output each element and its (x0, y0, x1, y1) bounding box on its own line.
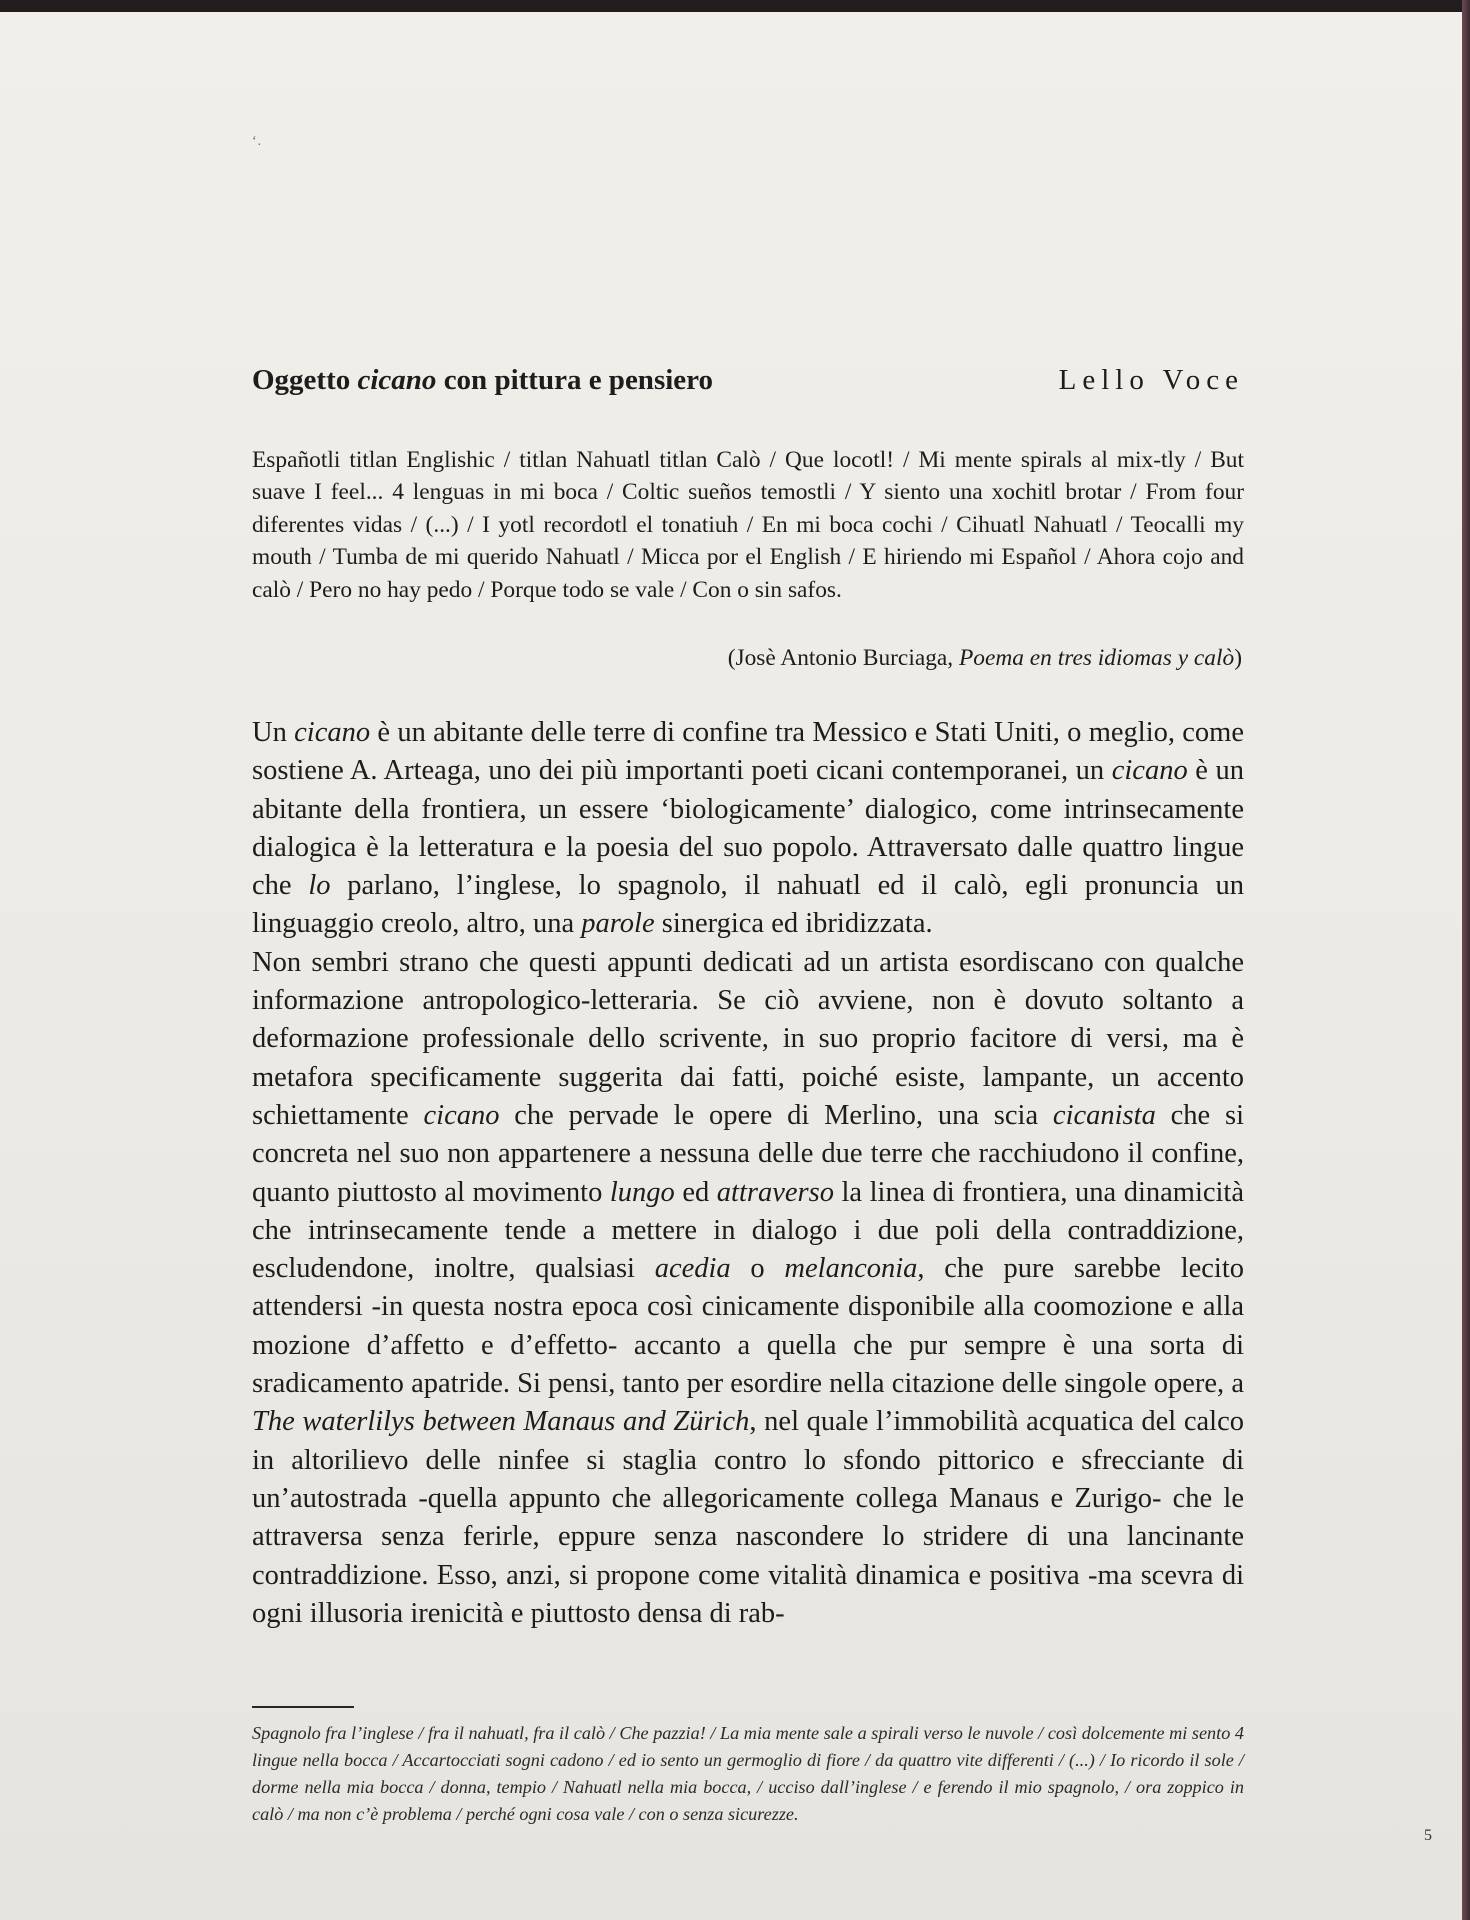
text-run: è un abitante della frontiera, un essere ‘biologicamente’ dialogico, come intrinsecamente dialogica è la letteratura e la poesia del suo popolo. Attraversato dalle quattro lingue che (252, 755, 1245, 902)
paragraph-2 (252, 944, 1244, 1633)
paragraph-1 (252, 714, 1244, 944)
text-run: la linea di frontiera, una dinamicità che intrinsecamente tende a mettere in dialogo i due poli della contraddizione, escludendone, inoltre, qualsiasi (252, 1176, 1244, 1285)
attribution-close: ) (1234, 645, 1242, 671)
article-header (252, 364, 1244, 408)
text-run-italic: melanconia (784, 1253, 918, 1285)
text-run-italic: attraverso (716, 1176, 834, 1208)
text-run-italic: The waterlilys between Manaus and Zürich (252, 1406, 750, 1438)
text-run: o (730, 1253, 785, 1285)
text-run-italic: cicanista (1052, 1099, 1156, 1131)
text-run-italic: cicano (1111, 755, 1188, 787)
text-run-italic: parole (581, 908, 655, 940)
text-run: parlano, l’inglese, lo spagnolo, il nahuatl ed il calò, egli pronuncia un linguaggio creolo, altro, una (252, 870, 1244, 940)
text-run-italic: cicano (423, 1099, 500, 1131)
footnote-divider (252, 1706, 354, 1708)
text-run: ed (674, 1176, 717, 1208)
book-page (0, 12, 1462, 1920)
scan-right-border (1462, 0, 1470, 1920)
title-italic: cicano (357, 364, 437, 396)
epigraph-attribution (728, 645, 1242, 672)
text-run-italic: lo (308, 870, 331, 902)
scan-top-border (0, 0, 1470, 12)
text-run: che si concreta nel suo non appartenere a nessuna delle due terre che racchiudono il confine, quanto piuttosto al movimento (252, 1099, 1245, 1208)
title-part: con pittura e pensiero (436, 364, 713, 396)
article-body (252, 714, 1244, 1633)
text-run-italic: acedia (654, 1253, 731, 1285)
text-run: Non sembri strano che questi appunti dedicati ad un artista esordiscano con qualche informazione antropologico-letteraria. Se ciò avviene, non è dovuto soltanto a deformazione professionale dello scrivente, in suo proprio facitore di versi, ma è metafora specificamente suggerita dai fatti, poiché esiste, lampante, un accento schiettamente (252, 946, 1244, 1131)
text-run-italic: lungo (609, 1176, 675, 1208)
text-run: è un abitante delle terre di confine tra Messico e Stati Uniti, o meglio, come sostiene A. Arteaga, uno dei più importanti poeti cicani contemporanei, un (252, 717, 1244, 787)
article-author: Lello Voce (1058, 364, 1244, 396)
attribution-author: (Josè Antonio Burciaga, (727, 645, 959, 671)
text-run: , che pure sarebbe lecito attendersi -in questa nostra epoca così cinicamente disponibile alla coomozione e alla mozione d’affetto e d’effetto- accanto a quella che pur sempre è una sorta di sradicamento apatride. Si pensi, tanto per esordire nella citazione delle singole opere, a (252, 1253, 1244, 1400)
article-title (252, 364, 713, 397)
print-speck: ‘. (252, 134, 263, 149)
text-run: che pervade le opere di Merlino, una scia (499, 1099, 1053, 1131)
text-run-italic: cicano (294, 717, 371, 748)
attribution-work: Poema en tres idiomas y calò (958, 645, 1235, 671)
title-part: Oggetto (252, 364, 358, 396)
page-number: 5 (1424, 1827, 1432, 1844)
text-run: Un (252, 717, 295, 748)
text-run: sinergica ed ibridizzata. (654, 908, 933, 940)
text-run: , nel quale l’immobilità acquatica del calco in altorilievo delle ninfee si staglia contro lo sfondo pittorico e sfrecciante di un’autostrada -quella appunto che allegoricamente collega Manaus e Zurigo- che le attraversa senza ferirle, eppure senza nascondere lo stridere di una lancinante contraddizione. Esso, anzi, si propone come vitalità dinamica e positiva -ma scevra di ogni illusoria irenicità e piuttosto densa di rab- (252, 1406, 1244, 1629)
footnote: Spagnolo fra l’inglese / fra il nahuatl, fra il calò / Che pazzia! / La mia mente sale a spirali verso le nuvole / così dolcemente mi sento 4 lingue nella bocca / Accartocciati sogni cadono / ed io sento un germoglio di fiore / da quattro vite differenti / (...) / Io ricordo il sole / dorme nella mia bocca / donna, tempio / Nahuatl nella mia bocca, / ucciso dall’inglese / e ferendo il mio spagnolo, / ora zoppico in calò / ma non c’è problema / perché ogni cosa vale / con o senza sicurezze. (252, 1723, 1244, 1824)
epigraph: Españotli titlan Englishic / titlan Nahuatl titlan Calò / Que locotl! / Mi mente spirals al mix-tly / But suave I feel... 4 lenguas in mi boca / Coltic sueños temostli / Y siento una xochitl brotar / From four diferentes vidas / (...) / I yotl recordotl el tonatiuh / En mi boca cochi / Cihuatl Nahuatl / Teocalli my mouth / Tumba de mi querido Nahuatl / Micca por el English / E hiriendo mi Español / Ahora cojo and calò / Pero no hay pedo / Porque todo se vale / Con o sin safos. (252, 447, 1244, 603)
